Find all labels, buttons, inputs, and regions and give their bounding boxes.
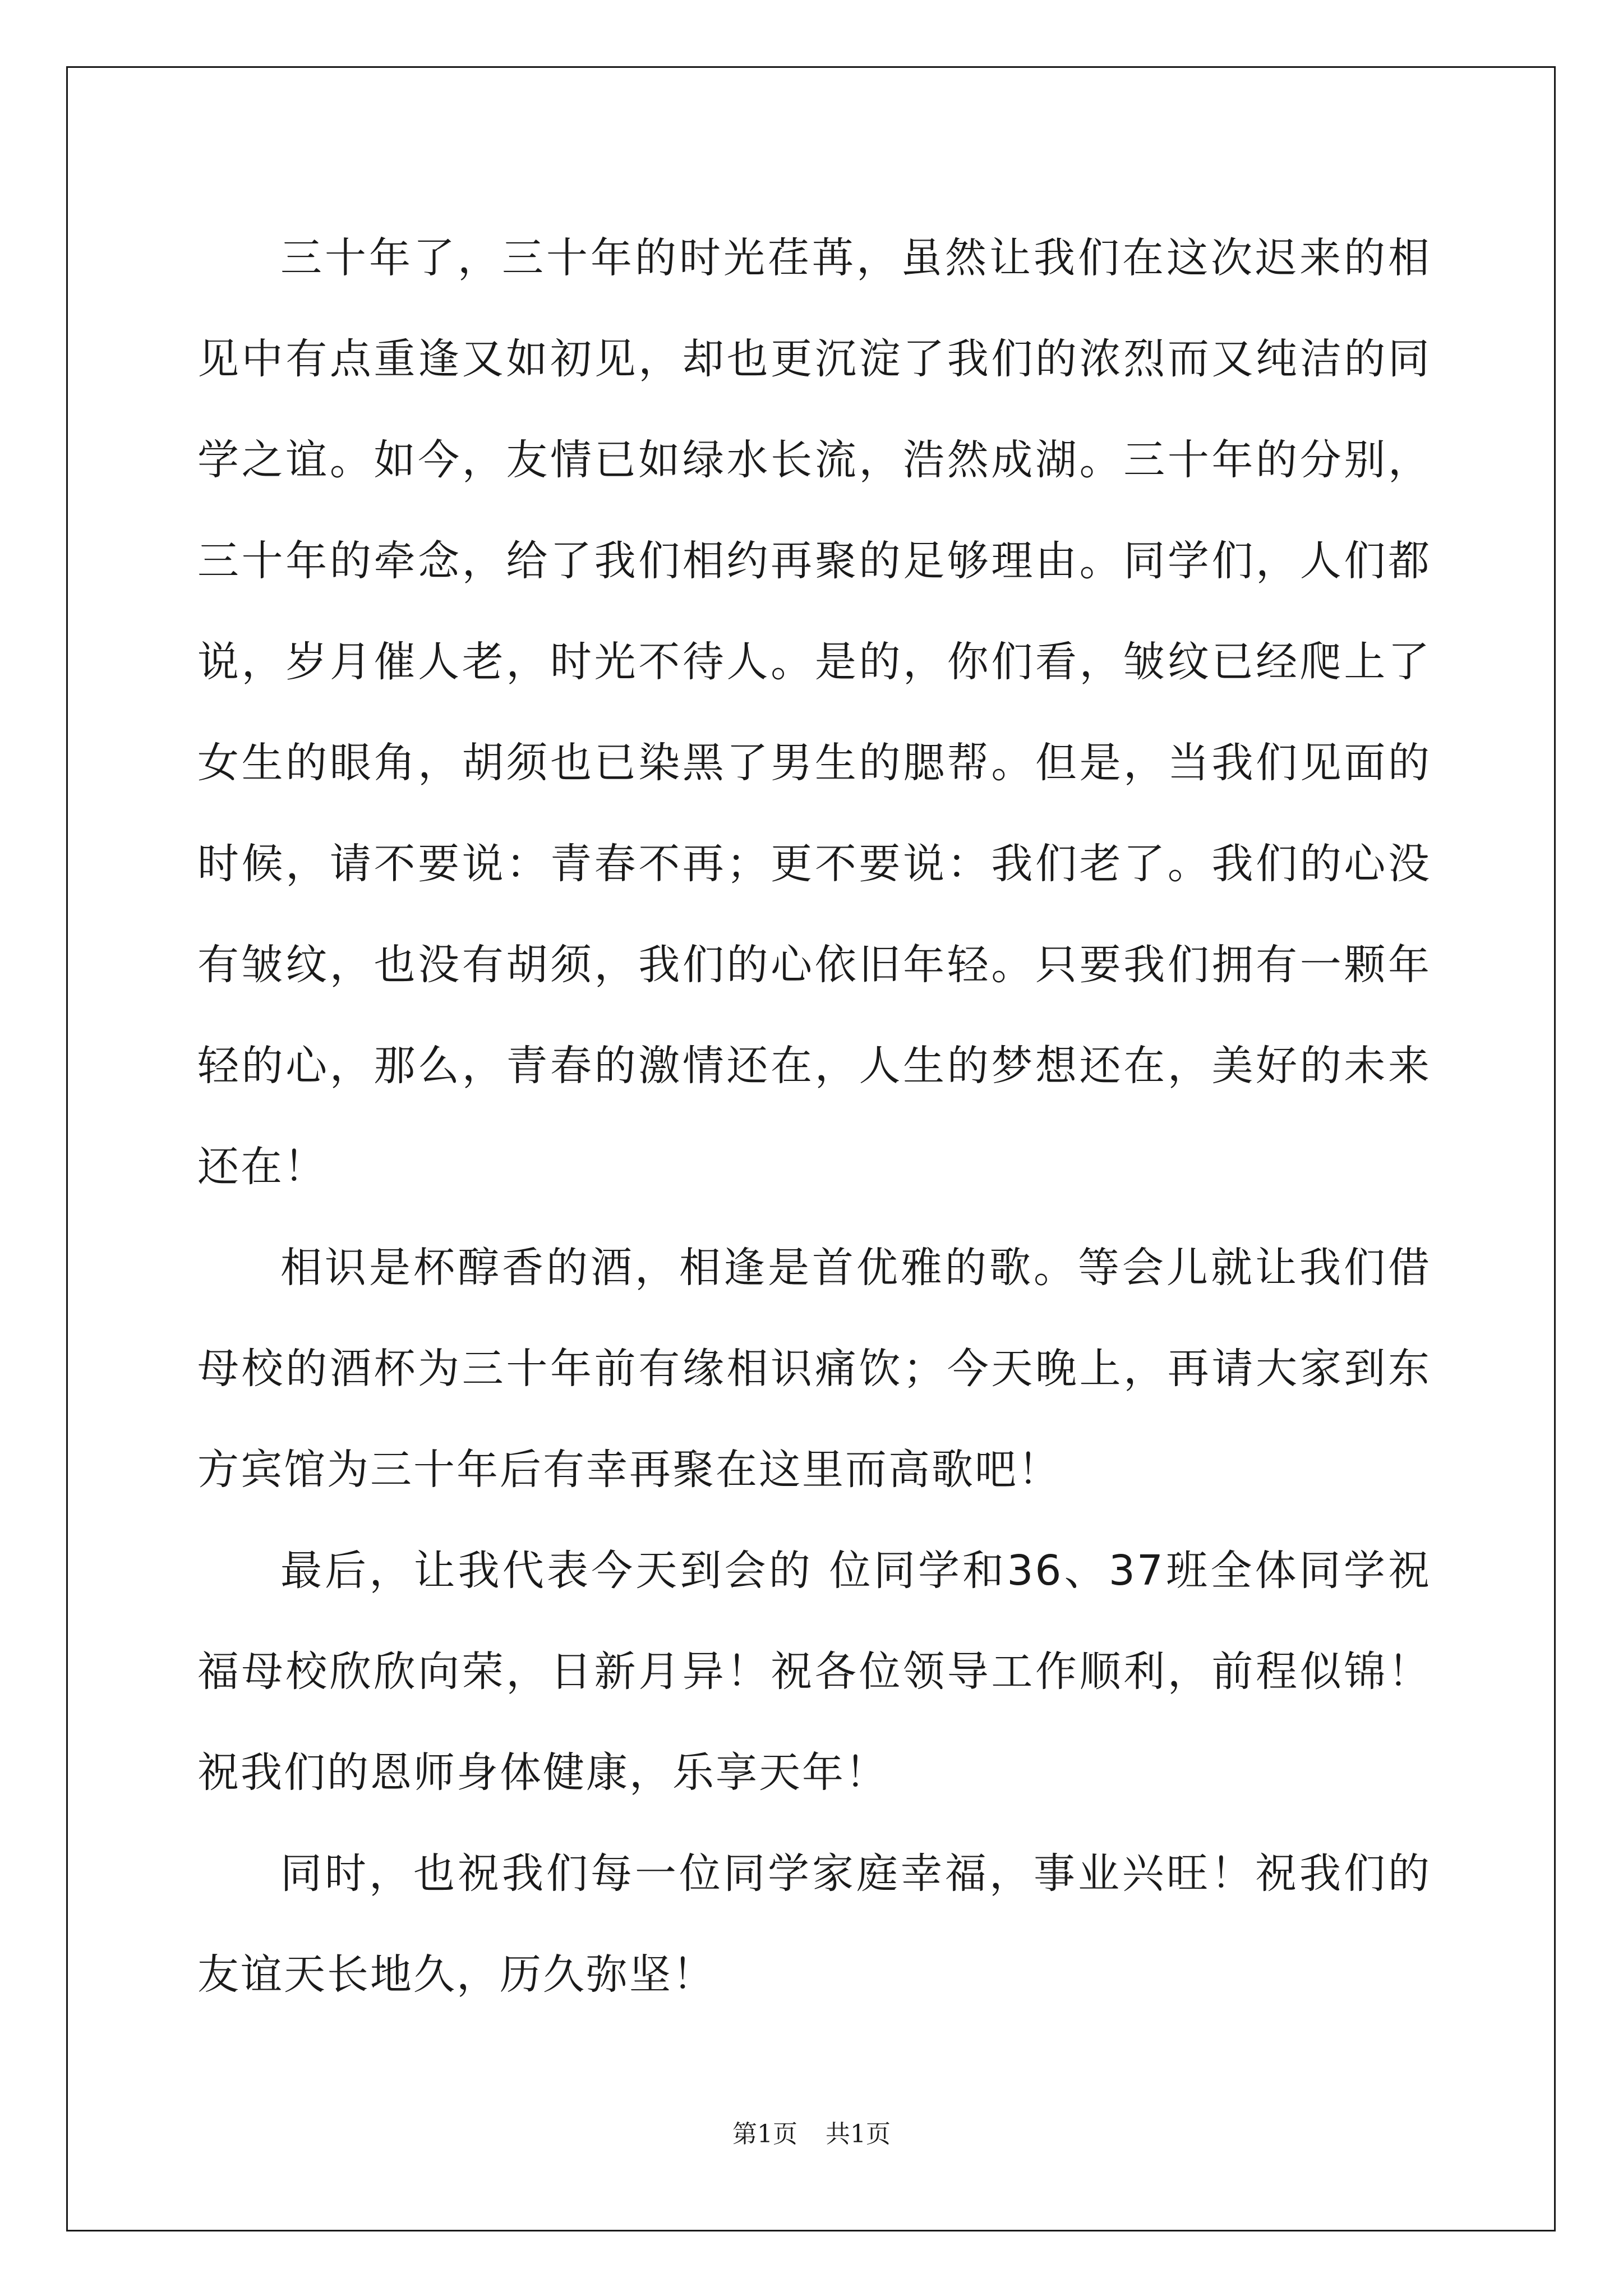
page-total: 共1页	[826, 2120, 891, 2148]
paragraph-3: 最后，让我代表今天到会的 位同学和36、37班全体同学祝福母校欣欣向荣，日新月异！祝各位领导工作顺利，前程似锦！祝我们的恩师身体健康，乐享天年！	[197, 1547, 1431, 1797]
paragraph-2: 相识是杯醇香的酒，相逢是首优雅的歌。等会儿就让我们借母校的酒杯为三十年前有缘相识痛饮；今天晚上，再请大家到东方宾馆为三十年后有幸再聚在这里而高歌吧！	[197, 1244, 1431, 1494]
page-number: 第1页	[732, 2120, 797, 2148]
paragraph-1: 三十年了，三十年的时光荏苒，虽然让我们在这次迟来的相见中有点重逢又如初见，却也更沉淀了我们的浓烈而又纯洁的同学之谊。如今，友情已如绿水长流，浩然成湖。三十年的分别，三十年的牵念，给了我们相约再聚的足够理由。同学们，人们都说，岁月催人老，时光不待人。是的，你们看，皱纹已经爬上了女生的眼角，胡须也已染黑了男生的腮帮。但是，当我们见面的时候，请不要说：青春不再；更不要说：我们老了。我们的心没有皱纹，也没有胡须，我们的心依旧年轻。只要我们拥有一颗年轻的心，那么，青春的激情还在，人生的梦想还在，美好的未来还在！	[197, 234, 1431, 1191]
document-body	[197, 208, 1431, 2025]
page-footer	[0, 2114, 1623, 2150]
paragraph-4: 同时，也祝我们每一位同学家庭幸福，事业兴旺！祝我们的友谊天长地久，历久弥坚！	[197, 1849, 1431, 1999]
